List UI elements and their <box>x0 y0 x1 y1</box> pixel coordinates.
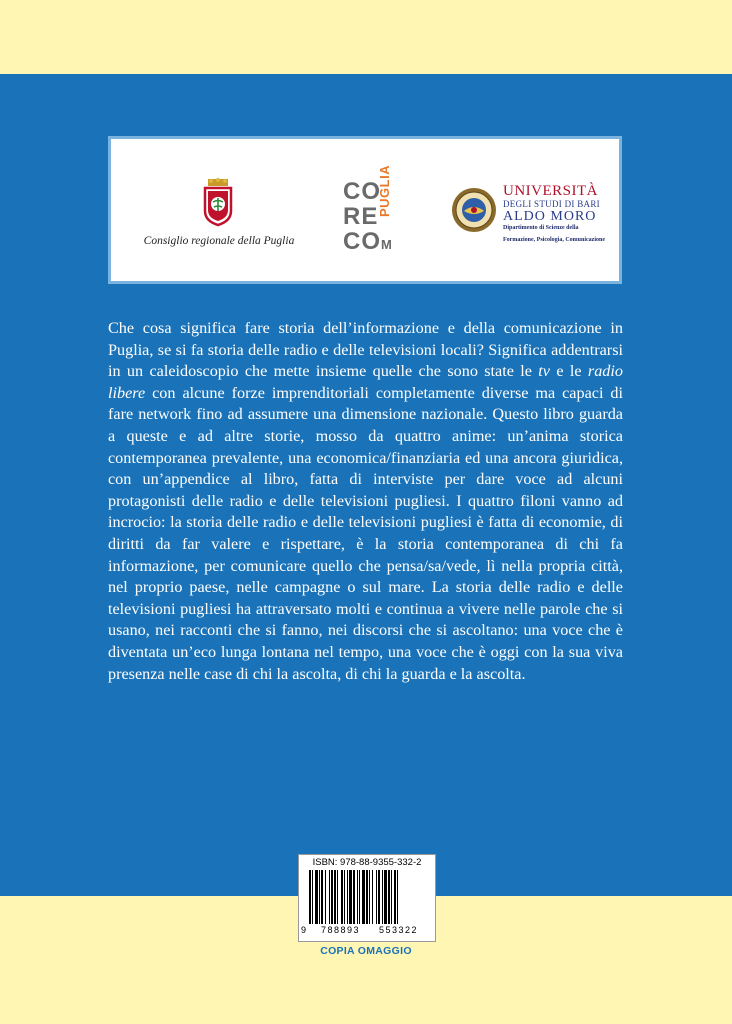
barcode-bar <box>341 870 343 924</box>
barcode-group-left: 788893 <box>321 925 361 935</box>
barcode-bar <box>329 870 330 924</box>
blurb-part-3: con alcune forze imprenditoriali completamente diverse ma capaci di fare network fino ad assumere una dimensione nazionale. Questo libro guarda a queste e ad altre storie, mosso da quattro anime: un’anima storica contemporanea prevalente, una economica/finanziaria ed una ancora giuridica, con un’appendice al libro, fatta di interviste per dare voce ad alcuni protagonisti delle radio e delle televisioni pugliesi. I quattro filoni vanno ad incrocio: la storia delle radio e delle televisioni pugliesi è fatta di economie, di diritti da far valere e rispettare, è la storia contemporanea di chi fa informazione, per comunicare quello che pensa/sa/vede, lì nella propria città, nel proprio paese, nelle campagne o sul mare. La storia delle radio e delle televisioni pugliesi ha attraversato molti e continua a vivere nelle parole che si usano, nei racconti che si fanno, nei discorsi che si ascoltano: una voce che è diventata un’eco lunga lontana nel tempo, una voce che è oggi con la sua viva presenza nelle case di chi la ascolta, di chi la guarda e la ascolta. <box>108 383 623 683</box>
uni-name2: ALDO MORO <box>503 209 597 224</box>
universita-text <box>503 183 623 244</box>
blurb-paragraph <box>108 318 623 685</box>
barcode-bar <box>337 870 338 924</box>
barcode-digit-first: 9 <box>301 925 307 935</box>
barcode-bar <box>382 870 383 924</box>
barcode-bar <box>391 870 392 924</box>
uni-name: UNIVERSITÀ <box>503 183 598 199</box>
top-yellow-band <box>0 0 732 74</box>
regione-logo <box>129 173 309 263</box>
university-seal-icon <box>451 187 497 233</box>
barcode-bar <box>344 870 345 924</box>
barcode-bar <box>372 870 373 924</box>
corecom-line-3 <box>343 229 423 254</box>
barcode-digits <box>301 925 433 937</box>
blurb-radio-libere: radio libere <box>108 362 623 402</box>
barcode-icon <box>309 870 427 924</box>
barcode-bar <box>362 870 365 924</box>
barcode-bar <box>331 870 333 924</box>
uni-sub: DEGLI STUDI DI BARI <box>503 199 600 209</box>
barcode-bar <box>357 870 358 924</box>
barcode-bar <box>334 870 336 924</box>
barcode-group-right: 553322 <box>379 925 419 935</box>
barcode-bar <box>384 870 387 924</box>
barcode-bar <box>378 870 380 924</box>
barcode-bar <box>315 870 318 924</box>
corecom-puglia: PUGLIA <box>377 164 392 217</box>
blurb-part-2: e le <box>549 362 588 381</box>
barcode-bar <box>376 870 377 924</box>
corecom-m: M <box>381 237 392 252</box>
barcode-bar <box>366 870 368 924</box>
barcode-bar <box>349 870 352 924</box>
uni-dept-2: Formazione, Psicologia, Comunicazione <box>503 237 605 243</box>
blurb-tv: tv <box>538 362 550 381</box>
barcode-bar <box>325 870 326 924</box>
regione-crest-icon <box>199 177 237 227</box>
logo-panel <box>108 136 622 284</box>
isbn-label: ISBN: 978-88-9355-332-2 <box>312 857 422 868</box>
uni-dept-1: Dipartimento di Scienze della <box>503 225 579 231</box>
corecom-line-1: CO <box>343 178 381 205</box>
barcode-bar <box>347 870 348 924</box>
barcode-box <box>298 854 436 942</box>
blurb-part-1: Che cosa significa fare storia dell’informazione e della comunicazione in Puglia, se si fa storia delle radio e delle televisioni locali? Significa addentrarsi in un caleidoscopio che mette insieme quelle che sono state le <box>108 319 623 381</box>
barcode-bar <box>388 870 390 924</box>
corecom-co: CO <box>343 228 381 255</box>
barcode-bar <box>359 870 360 924</box>
universita-logo <box>451 181 621 261</box>
corecom-logo <box>343 164 423 269</box>
barcode-bar <box>321 870 323 924</box>
barcode-bar <box>369 870 370 924</box>
barcode-bar <box>309 870 311 924</box>
barcode-bar <box>353 870 355 924</box>
barcode-bar <box>312 870 313 924</box>
corecom-line-2: RE <box>343 203 379 230</box>
regione-caption: Consiglio regionale della Puglia <box>143 235 295 247</box>
copia-omaggio-label: COPIA OMAGGIO <box>320 945 412 957</box>
barcode-bar <box>397 870 398 924</box>
back-cover-blurb <box>108 318 623 685</box>
barcode-bar <box>319 870 320 924</box>
barcode-bar <box>394 870 396 924</box>
